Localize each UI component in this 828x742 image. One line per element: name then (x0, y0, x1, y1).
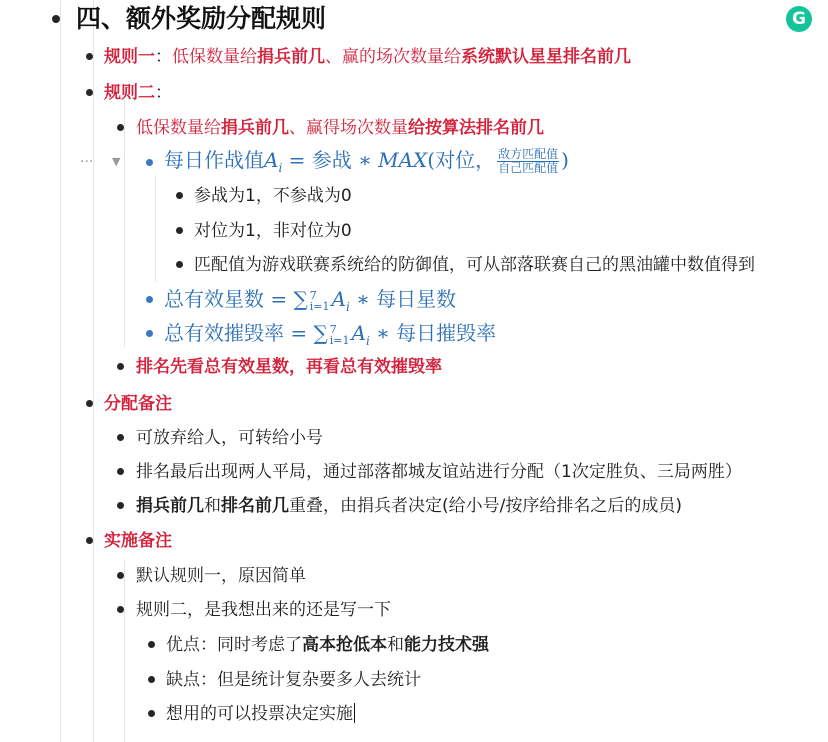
bullet (86, 400, 93, 407)
implementation-label: 实施备注 (104, 531, 172, 551)
allocation-item-row (0, 460, 828, 484)
match-ratio-fraction: $\frac{\text{敌方匹配值}}{\text{自己匹配值}}$ (498, 147, 559, 175)
note-text: 匹配值为游戏联赛系统给的防御值，可从部落联赛自己的黑油罐中数值得到 (194, 255, 755, 275)
rule1-text: 规则一：低保数量给捐兵前几、赢的场次数量给系统默认星星排名前几 (104, 47, 631, 67)
bullet (176, 227, 183, 234)
implementation-item-row (0, 564, 828, 588)
section-heading: 四、额外奖励分配规则 (76, 4, 327, 33)
grammarly-icon[interactable]: G (786, 6, 812, 32)
bullet (86, 537, 93, 544)
allocation-item-row (0, 426, 828, 450)
bullet (148, 676, 155, 683)
cons-text: 缺点：但是统计复杂要多人去统计 (166, 670, 421, 690)
bullet (176, 261, 183, 268)
note-row (0, 219, 828, 243)
bullet (117, 572, 124, 579)
cons-row (0, 668, 828, 692)
formula-total-stars: 总有效星数 = ∑ 7 i=1 $A_i$ ∗ 每日星数 (164, 287, 457, 314)
allocation-item-row (0, 494, 828, 518)
rule2-row (0, 81, 828, 105)
implementation-row (0, 529, 828, 553)
note-row (0, 184, 828, 208)
note-text: 对位为1，非对位为0 (194, 221, 352, 241)
implementation-item: 规则二，是我想出来的还是写一下 (136, 600, 391, 620)
formula1-row (0, 145, 828, 179)
bullet (146, 296, 153, 303)
bullet (117, 502, 124, 509)
formula2-row (0, 284, 828, 314)
rule1-row (0, 45, 828, 69)
text-cursor (354, 703, 355, 723)
allocation-item: 可放弃给人，可转给小号 (136, 428, 323, 448)
formula-total-destruction: 总有效摧毁率 = ∑ 7 i=1 $A_i$ ∗ 每日摧毁率 (164, 321, 497, 348)
note-text: 参战为1，不参战为0 (194, 186, 352, 206)
allocation-item: 排名最后出现两人平局，通过部落都城友谊站进行分配（1次定胜负、三局两胜） (136, 462, 742, 482)
bullet (86, 53, 93, 60)
bullet (117, 363, 124, 370)
drag-handle-icon[interactable]: ··· (80, 154, 94, 170)
bullet (117, 468, 124, 475)
bullet (146, 159, 153, 166)
note-row (0, 253, 828, 277)
rule2-sub1-row (0, 116, 828, 140)
bullet (176, 192, 183, 199)
bullet (86, 89, 93, 96)
rule2-sub1-text: 低保数量给捐兵前几、赢得场次数量给按算法排名前几 (136, 118, 544, 138)
allocation-label: 分配备注 (104, 394, 172, 414)
formula-daily-combat-value: 每日作战值$A_i$ = 参战 ∗ MAX(对位， $\frac{\text{敌方匹配值}}{\text{自己匹配值}}$ ) (164, 147, 569, 175)
heading-row (0, 2, 828, 36)
bullet (148, 641, 155, 648)
pros-text: 优点：同时考虑了高本抢低本和能力技术强 (166, 635, 489, 655)
vote-row (0, 702, 828, 726)
bullet (117, 606, 124, 613)
bullet (148, 710, 155, 717)
rule2-label: 规则二： (104, 83, 172, 103)
implementation-item-row (0, 598, 828, 622)
allocation-item: 捐兵前几和排名前几重叠，由捐兵者决定(给小号/按序给排名之后的成员) (136, 496, 682, 516)
bullet (52, 15, 60, 23)
vote-text-editable[interactable]: 想用的可以投票决定实施 (166, 704, 353, 724)
bullet (117, 124, 124, 131)
ranking-row (0, 355, 828, 379)
formula3-row (0, 318, 828, 348)
implementation-item: 默认规则一，原因简单 (136, 566, 306, 586)
pros-row (0, 633, 828, 657)
ranking-text: 排名先看总有效星数，再看总有效摧毁率 (136, 357, 442, 377)
bullet (117, 434, 124, 441)
allocation-row (0, 392, 828, 416)
collapse-toggle-icon[interactable]: ▼ (112, 155, 121, 168)
bullet (146, 330, 153, 337)
